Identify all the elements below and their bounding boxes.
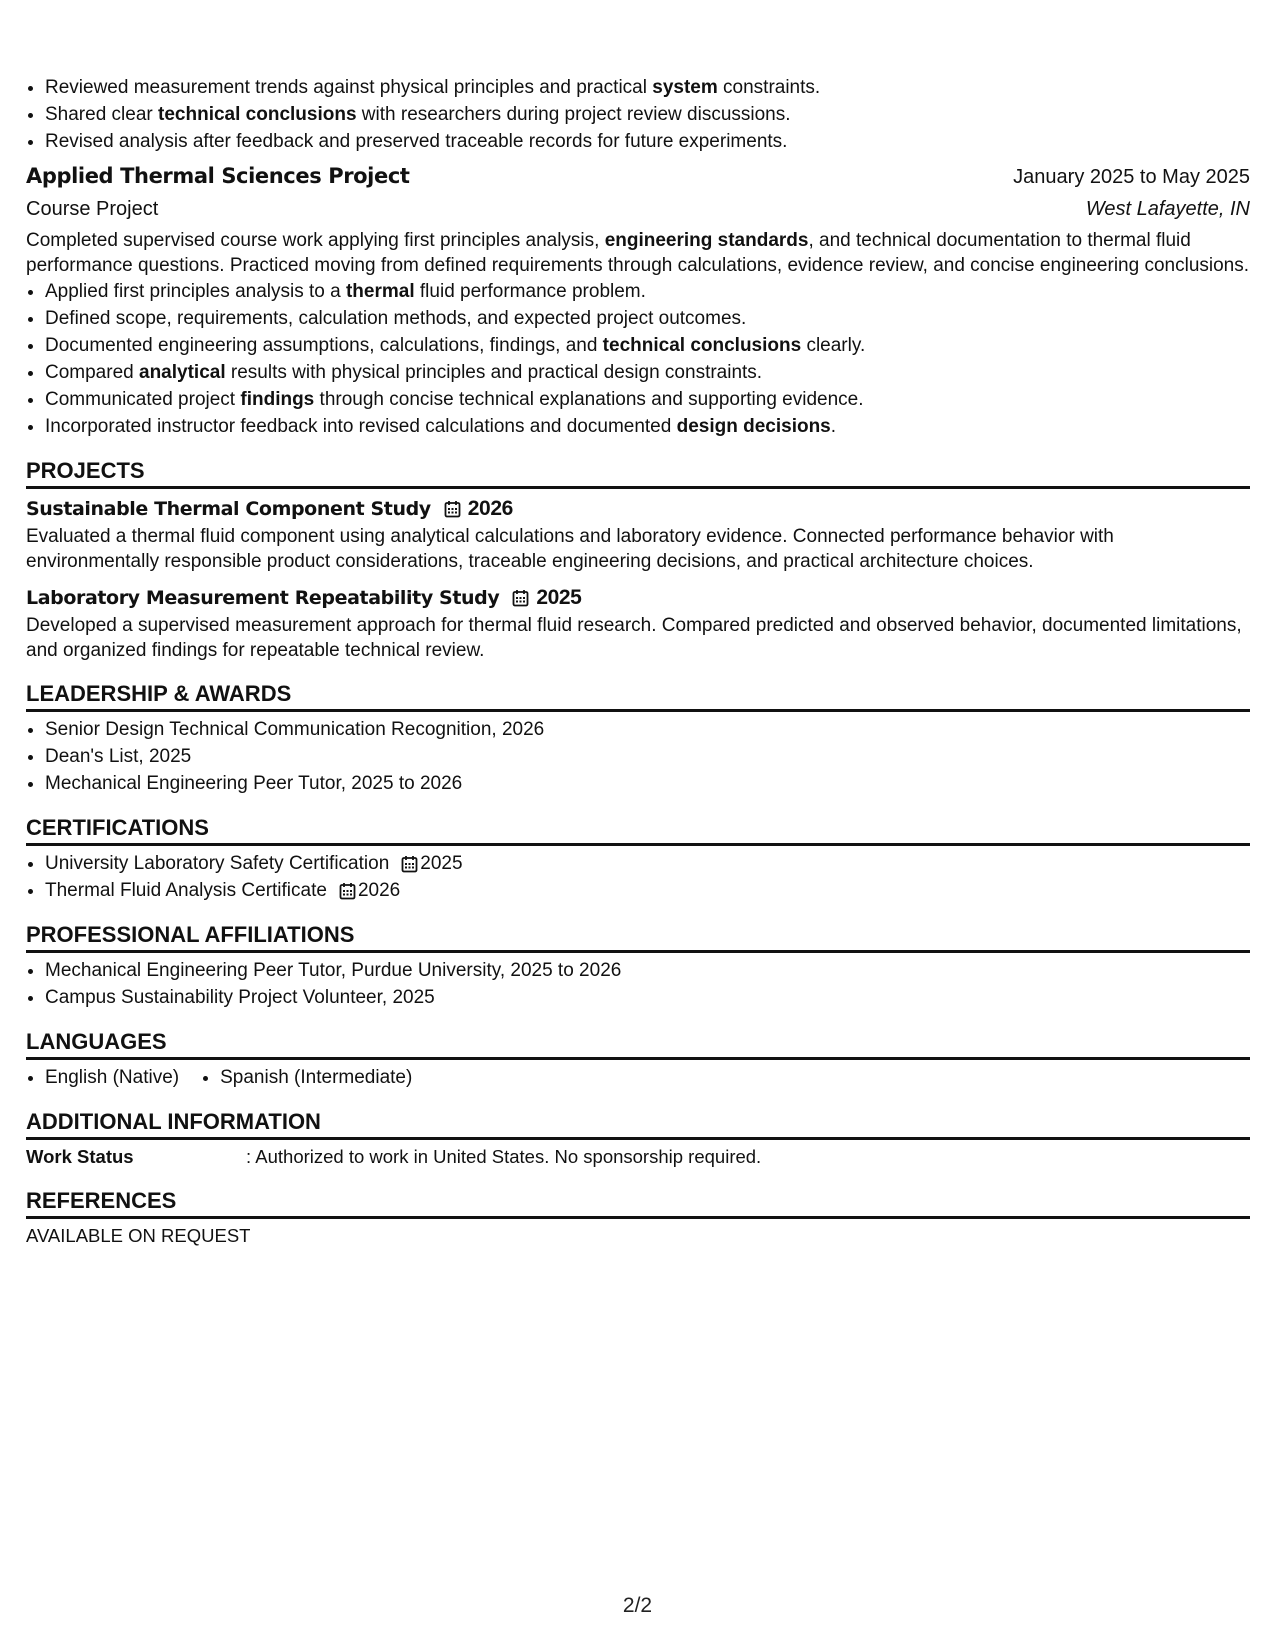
calendar-icon <box>444 500 461 518</box>
resume-page <box>26 74 1250 1249</box>
experience-bullets <box>26 74 1250 155</box>
list-item: • English (Native) <box>45 1064 179 1091</box>
section-heading-languages: LANGUAGES <box>26 1029 1250 1060</box>
calendar-icon <box>512 589 529 607</box>
page-number: 2/2 <box>622 1594 653 1617</box>
section-heading-additional: ADDITIONAL INFORMATION <box>26 1109 1250 1140</box>
certification-year: 2025 <box>420 853 463 874</box>
list-item: • Spanish (Intermediate) <box>220 1064 412 1091</box>
list-item <box>45 877 1250 904</box>
certification-name: • Thermal Fluid Analysis Certificate <box>45 880 327 901</box>
list-item: • Compared analytical results with physical principles and practical design constraints. <box>45 359 1250 386</box>
entry-role: Course Project <box>26 198 159 220</box>
project-title: Laboratory Measurement Repeatability Study <box>26 587 500 609</box>
list-item: • Communicated project findings through concise technical explanations and supporting evidence. <box>45 386 1250 413</box>
list-item: • Campus Sustainability Project Volunteer, 2025 <box>45 984 1250 1011</box>
work-status-label: Work Status <box>26 1146 134 1167</box>
section-heading-references: REFERENCES <box>26 1188 1250 1219</box>
entry-location: West Lafayette, IN <box>1085 198 1250 220</box>
list-item: • Reviewed measurement trends against physical principles and practical system constraints. <box>45 74 1250 101</box>
languages-list <box>26 1064 1250 1091</box>
project-entry <box>26 493 1250 574</box>
list-item: • Shared clear technical conclusions with researchers during project review discussions. <box>45 101 1250 128</box>
list-item <box>45 850 1250 877</box>
course-project-entry <box>26 160 1250 440</box>
list-item: • Applied first principles analysis to a thermal fluid performance problem. <box>45 278 1250 305</box>
project-year: 2025 <box>536 586 582 609</box>
project-title: Sustainable Thermal Component Study <box>26 498 431 520</box>
references-text: AVAILABLE ON REQUEST <box>26 1225 251 1246</box>
project-description: Developed a supervised measurement approach for thermal fluid research. Compared predicted and observed behavior, documented limitations, and organized findings for repeatable technical review. <box>26 615 1242 661</box>
certification-year: 2026 <box>357 880 401 901</box>
calendar-icon <box>401 855 418 873</box>
leadership-list <box>26 716 1250 797</box>
certifications-list <box>26 850 1250 904</box>
list-item: • Revised analysis after feedback and preserved traceable records for future experiments. <box>45 128 1250 155</box>
list-item: • Defined scope, requirements, calculation methods, and expected project outcomes. <box>45 305 1250 332</box>
entry-summary: Completed supervised course work applying first principles analysis, engineering standards, and technical documentation to thermal fluid performance questions. Practiced moving from defined requirements through calculations, evidence review, and concise engineering conclusions. <box>26 230 1250 276</box>
project-entry <box>26 582 1250 663</box>
section-heading-leadership: LEADERSHIP & AWARDS <box>26 681 1250 712</box>
calendar-icon <box>339 882 356 900</box>
entry-dates: January 2025 to May 2025 <box>1013 166 1250 188</box>
list-item: • Documented engineering assumptions, calculations, findings, and technical conclusions clearly. <box>45 332 1250 359</box>
work-status-value: : Authorized to work in United States. No sponsorship required. <box>246 1146 762 1167</box>
course-project-bullets <box>26 278 1250 440</box>
list-item: • Mechanical Engineering Peer Tutor, 2025 to 2026 <box>45 770 1250 797</box>
project-description: Evaluated a thermal fluid component using analytical calculations and laboratory evidence. Connected performance behavior with environmentally responsible product considerations, traceable engineering decisions, and practical architecture choices. <box>26 526 1114 572</box>
certification-name: • University Laboratory Safety Certification <box>45 853 390 874</box>
list-item: • Senior Design Technical Communication Recognition, 2026 <box>45 716 1250 743</box>
list-item: • Dean's List, 2025 <box>45 743 1250 770</box>
list-item: • Mechanical Engineering Peer Tutor, Purdue University, 2025 to 2026 <box>45 957 1250 984</box>
section-heading-certifications: CERTIFICATIONS <box>26 815 1250 846</box>
affiliations-list <box>26 957 1250 1011</box>
section-heading-projects: PROJECTS <box>26 458 1250 489</box>
project-year: 2026 <box>467 497 513 520</box>
work-status-row <box>26 1144 1250 1170</box>
entry-title: Applied Thermal Sciences Project <box>26 164 410 188</box>
section-heading-affiliations: PROFESSIONAL AFFILIATIONS <box>26 922 1250 953</box>
list-item: • Incorporated instructor feedback into revised calculations and documented design decisions. <box>45 413 1250 440</box>
